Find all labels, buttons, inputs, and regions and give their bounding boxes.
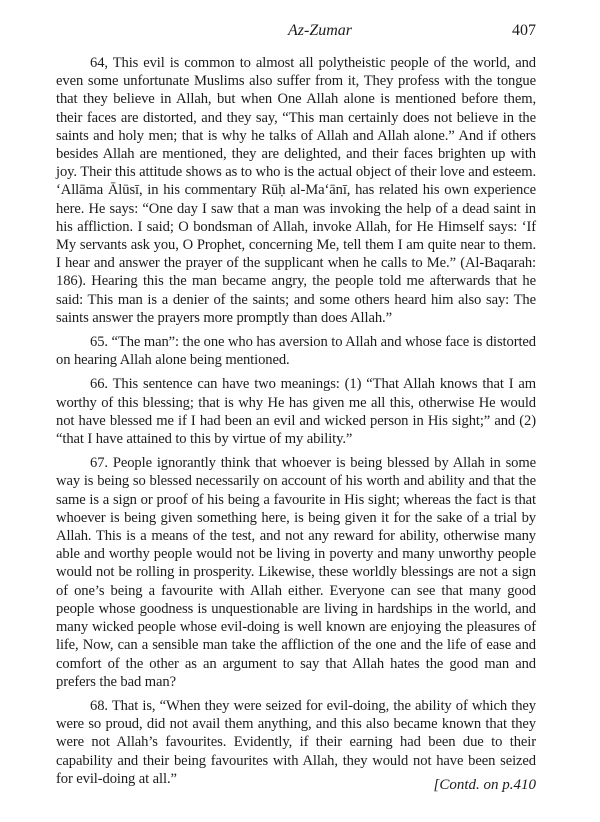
note-66 [56, 375, 536, 448]
notes-body [56, 54, 536, 794]
note-text: . That is, “When they were seized for evil-doing, the ability of which they were so proud, did not avail them anything, and this also became known that they were not Allah’s favourites. Evidently, if their earning had been due to their capability and their being favourites with Allah, they would not have been seized for evil-doing at all.” [56, 697, 536, 787]
note-number: 67 [90, 455, 105, 472]
note-67 [56, 454, 536, 691]
page-header [56, 22, 536, 44]
note-text: , This evil is common to almost all polytheistic people of the world, and even some unfortunate Muslims also suffer from it, They profess with the tongue that they believe in Allah, but when One Allah alone is mentioned before them, their faces are distorted, and they say, “This man certainly does not believe in the saints and holy men; that is why he talks of Allah and Allah alone.” And if others besides Allah are mentioned, they are delighted, and their faces brighten up with joy. Their this attitude shows as to who is the actual object of their love and esteem. ‘Allāma Ālūsī, in his commentary Rūḥ al-Ma‘ānī, has related his own experience here. He says: “One day I saw that a man was invoking the help of a dead saint in his affliction. I said; O bondsman of Allah, invoke Allah, for He Himself says: ‘If My servants ask you, O Prophet, concerning Me, tell them I am quite near to them. I hear and answer the prayer of the supplicant when he calls to Me.” (Al-Baqarah: 186). Hearing this the man became angry, the people told me afterwards that he said: This man is a denier of the saints; and some others heard him also say: The saints answer the prayers more promptly than does Allah.” [56, 55, 536, 326]
note-65 [56, 333, 536, 369]
page-footer [56, 776, 536, 794]
note-number: 65 [90, 334, 105, 351]
note-64 [56, 54, 536, 327]
running-title: Az-Zumar [288, 22, 353, 39]
note-text: . This sentence can have two meanings: (1) “That Allah knows that I am worthy of this blessing; that is why He has given me all this, otherwise He would not have blessed me if I had been an evil and wicked person in His sight;” and (2) “that I have attained to this by virtue of my ability.” [56, 376, 536, 448]
continuation-note: [Contd. on p.410 [433, 777, 536, 793]
note-number: 68 [90, 697, 105, 714]
page-number: 407 [512, 22, 536, 39]
note-number: 64 [90, 55, 105, 71]
note-number: 66 [90, 376, 105, 393]
note-text: . People ignorantly think that whoever is being blessed by Allah in some way is being so blessed necessarily on account of his worth and ability and that the same is a sign or proof of his being a favourite in His sight; whereas the fact is that whoever is being given something here, is being given it for the sake of a trial by Allah. This is a means of the test, and not any reward for ability, otherwise many able and worthy people would not be living in poverty and many unworthy people would not be rolling in prosperity. Likewise, these worldly blessings are not a sign of one’s being a favourite with Allah either. Everyone can see that many good people whose goodness is unquestionable are living in hardships in the world, and many wicked people whose evil-doing is well known are enjoying the pleasures of life, Now, can a sensible man take the affliction of the one and the life of ease and comfort of the other as an argument to say that Allah hates the good man and prefers the bad man? [56, 455, 536, 690]
note-68 [56, 697, 536, 788]
note-text: . “The man”: the one who has aversion to Allah and whose face is distorted on hearing Allah alone being mentioned. [56, 334, 536, 369]
